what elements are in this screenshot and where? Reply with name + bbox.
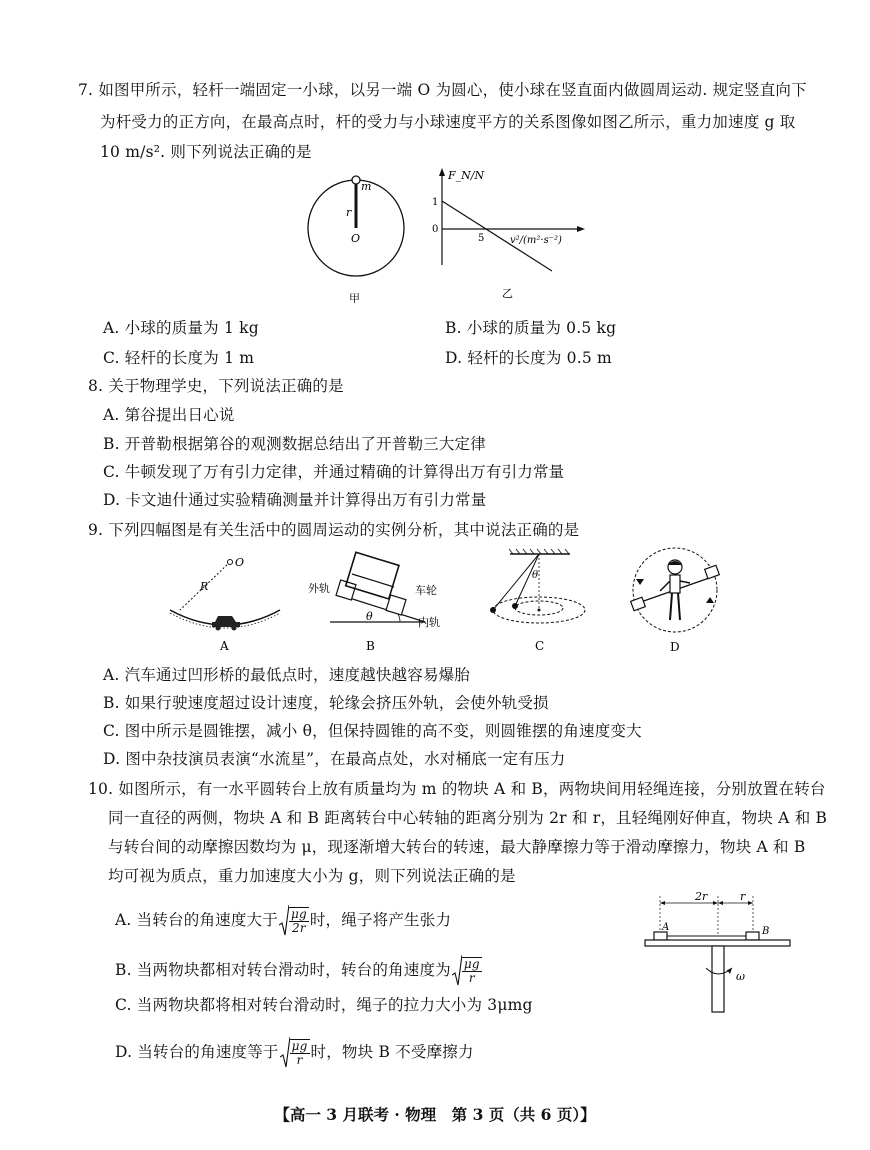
chart-ytick-0: 0 <box>432 224 439 235</box>
block-b <box>746 932 759 940</box>
q10-fig-label-b: B <box>762 926 770 937</box>
q7-option-b: B. 小球的质量为 0.5 kg <box>445 319 617 337</box>
q8-option-c: C. 牛顿发现了万有引力定律，并通过精确的计算得出万有引力常量 <box>103 463 565 481</box>
q10-stem-line2: 同一直径的两侧，物块 A 和 B 距离转台中心转轴的距离分别为 2r 和 r，且轻绳刚好伸直，物块 A 和 B <box>108 809 828 827</box>
q9a-label-r: R <box>200 580 209 593</box>
chart-xlabel: v²/(m²·s⁻²) <box>510 235 562 246</box>
block-a <box>654 932 667 940</box>
q10-a-den: 2r <box>292 921 306 935</box>
q8-stem: 8. 关于物理学史，下列说法正确的是 <box>88 377 344 395</box>
q10-stem-line1: 10. 如图所示，有一水平圆转台上放有质量均为 m 的物块 A 和 B，两物块间用轻绳连接，分别放置在转台 <box>88 780 826 798</box>
car-icon <box>212 616 240 627</box>
q9-option-d: D. 图中杂技演员表演“水流星”，在最高点处，水对桶底一定有压力 <box>103 750 566 768</box>
q7-option-a: A. 小球的质量为 1 kg <box>103 319 259 337</box>
q10-b-den: r <box>468 971 475 985</box>
q9a-caption: A <box>220 639 229 653</box>
q10-option-d-pre: D. 当转台的角速度等于 <box>115 1043 279 1061</box>
q7-stem-line1: 7. 如图甲所示，轻杆一端固定一小球，以另一端 O 为圆心，使小球在竖直面内做圆周运动. 规定竖直向下 <box>78 81 807 99</box>
q10-figure-turntable <box>640 888 800 1016</box>
q9b-label-wheel: 车轮 <box>415 584 437 597</box>
q10-d-num: μg <box>291 1039 308 1053</box>
page-footer: 【高一 3 月联考 · 物理 第 3 页（共 6 页）】 <box>274 1105 596 1124</box>
q10-fig-label-2r: 2r <box>695 890 708 903</box>
q7-stem-line2: 为杆受力的正方向，在最高点时，杆的受力与小球速度平方的关系图像如图乙所示，重力加速度 g 取 <box>100 113 796 131</box>
q10-option-d-post: 时，物块 B 不受摩擦力 <box>310 1043 474 1061</box>
q10-stem-line4: 均可视为质点，重力加速度大小为 g，则下列说法正确的是 <box>108 867 516 885</box>
q7-chart <box>420 165 590 305</box>
q10-option-c: C. 当两物块都将相对转台滑动时，绳子的拉力大小为 3μmg <box>115 996 533 1014</box>
q7-label-o: O <box>351 232 361 245</box>
q7-figure-rod-circle <box>300 170 415 310</box>
q9-option-c: C. 图中所示是圆锥摆，减小 θ，但保持圆锥的高不变，则圆锥摆的角速度变大 <box>103 722 642 740</box>
q7-label-m: m <box>361 180 372 193</box>
sqrt-symbol <box>279 905 309 937</box>
q7-label-r: r <box>346 206 352 219</box>
q10-option-d <box>115 1037 474 1069</box>
q9-option-b: B. 如果行驶速度超过设计速度，轮缘会挤压外轨，会使外轨受损 <box>103 694 549 712</box>
q9-figure-c <box>475 548 605 656</box>
q9-figure-d <box>620 545 730 657</box>
q9b-label-inner: 内轨 <box>418 616 440 629</box>
q7-stem-line3: 10 m/s². 则下列说法正确的是 <box>100 143 312 161</box>
q9c-caption: C <box>535 639 545 653</box>
q9-figure-b <box>300 550 460 655</box>
q10-fig-label-a: A <box>662 922 670 933</box>
q9b-label-outer: 外轨 <box>308 582 330 595</box>
q9-figure-a <box>160 550 290 655</box>
q10-b-num: μg <box>463 957 480 971</box>
q10-stem-line3: 与转台间的动摩擦因数均为 μ，现逐渐增大转台的转速，最大静摩擦力等于滑动摩擦力，物块 A 和 B <box>108 838 806 856</box>
q10-option-a <box>115 905 451 937</box>
q9b-label-theta: θ <box>366 610 373 623</box>
q7-caption-a: 甲 <box>349 292 360 305</box>
chart-xtick-5: 5 <box>478 233 485 244</box>
q8-option-d: D. 卡文迪什通过实验精确测量并计算得出万有引力常量 <box>103 491 487 509</box>
q9b-caption: B <box>366 639 375 653</box>
q10-fig-label-r: r <box>740 890 746 903</box>
chart-ylabel: F_N/N <box>448 169 485 182</box>
q7-option-d: D. 轻杆的长度为 0.5 m <box>445 349 612 367</box>
q10-fig-label-omega: ω <box>736 970 745 983</box>
q9-stem: 9. 下列四幅图是有关生活中的圆周运动的实例分析，其中说法正确的是 <box>88 521 580 539</box>
chart-ytick-1: 1 <box>432 197 439 208</box>
q10-option-a-post: 时，绳子将产生张力 <box>309 911 452 929</box>
q10-option-b-pre: B. 当两物块都相对转台滑动时，转台的角速度为 <box>115 961 451 979</box>
q7-option-c: C. 轻杆的长度为 1 m <box>103 349 255 367</box>
q8-option-a: A. 第谷提出日心说 <box>103 406 235 424</box>
q9-option-a: A. 汽车通过凹形桥的最低点时，速度越快越容易爆胎 <box>103 666 471 684</box>
q10-option-b <box>115 955 483 987</box>
q7-caption-b: 乙 <box>502 287 513 300</box>
q9d-caption: D <box>670 640 680 654</box>
q9a-label-o: O <box>235 556 245 569</box>
sqrt-symbol <box>452 955 482 987</box>
q8-option-b: B. 开普勒根据第谷的观测数据总结出了开普勒三大定律 <box>103 435 486 453</box>
q10-option-a-pre: A. 当转台的角速度大于 <box>115 911 278 929</box>
q9c-label-theta: θ <box>532 570 539 581</box>
sqrt-symbol <box>280 1037 310 1069</box>
q10-a-num: μg <box>290 907 307 921</box>
performer-icon <box>660 560 690 620</box>
q10-d-den: r <box>296 1053 303 1067</box>
